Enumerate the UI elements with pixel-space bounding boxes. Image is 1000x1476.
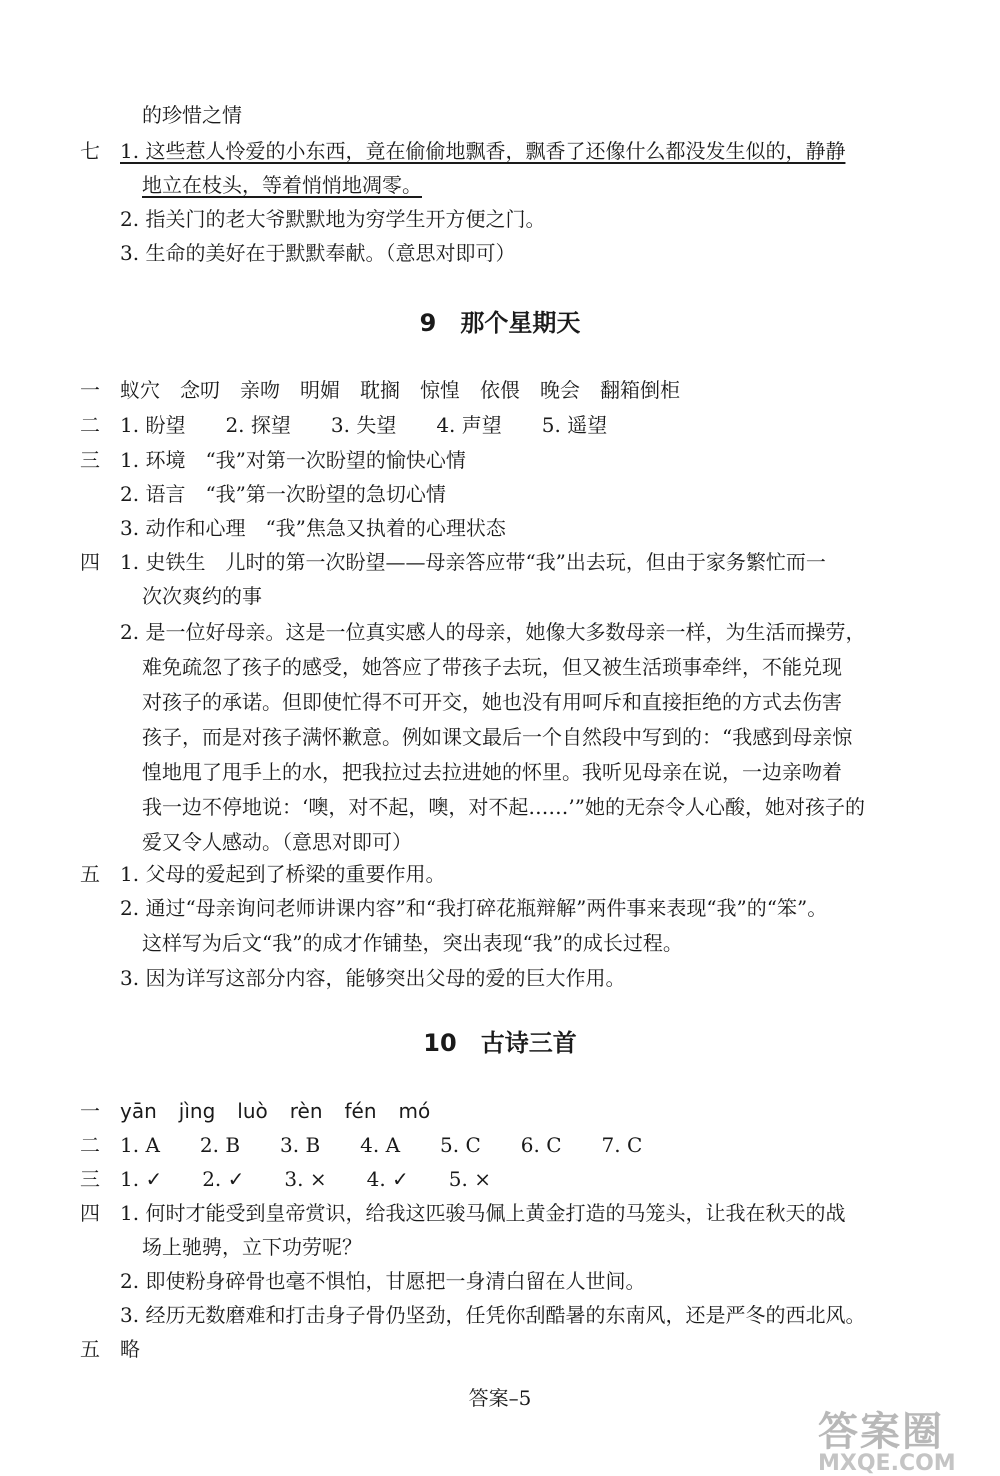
l9-4-2-line5: 惶地甩了甩手上的水，把我拉过去拉进她的怀里。我听见母亲在说，一边亲吻着 — [142, 760, 842, 784]
l9-marker-5: 五 — [80, 862, 100, 886]
l10-5: 略 — [120, 1337, 140, 1361]
l9-5-2-line1: 2. 通过“母亲询问老师讲课内容”和“我打碎花瓶辩解”两件事来表现“我”的“笨”。 — [120, 896, 828, 920]
l10-marker-1: 一 — [80, 1099, 100, 1123]
pinyin-item: rèn — [289, 1099, 323, 1123]
l9-3-2: 2. 语言 “我”第一次盼望的急切心情 — [120, 482, 446, 506]
answer-7-2: 2. 指关门的老大爷默默地为穷学生开方便之门。 — [120, 207, 546, 231]
l9-3-1: 1. 环境 “我”对第一次盼望的愉快心情 — [120, 448, 466, 472]
l10-4-2: 2. 即使粉身碎骨也毫不惧怕，甘愿把一身清白留在人世间。 — [120, 1269, 646, 1293]
l9-marker-1: 一 — [80, 378, 100, 402]
l9-3-3: 3. 动作和心理 “我”焦急又执着的心理状态 — [120, 516, 506, 540]
section-marker-7: 七 — [80, 139, 100, 163]
page-number: 答案–5 — [468, 1386, 532, 1410]
answer-7-3: 3. 生命的美好在于默默奉献。（意思对即可） — [120, 241, 516, 265]
pinyin-item: jìng — [178, 1099, 216, 1123]
l9-4-1-line1: 1. 史铁生 儿时的第一次盼望——母亲答应带“我”出去玩，但由于家务繁忙而一 — [120, 550, 826, 574]
continued-line: 的珍惜之情 — [142, 103, 242, 127]
l9-words: 蚁穴 念叨 亲吻 明媚 耽搁 惊惶 依偎 晚会 翻箱倒柜 — [120, 378, 680, 402]
l9-marker-2: 二 — [80, 413, 100, 437]
l10-pinyin-row — [120, 1097, 452, 1125]
l9-4-2-line7: 爱又令人感动。（意思对即可） — [142, 830, 412, 854]
l10-judgements: 1. ✓ 2. ✓ 3. × 4. ✓ 5. × — [120, 1167, 491, 1191]
l10-4-3: 3. 经历无数磨难和打击身子骨仍坚劲，任凭你刮酷暑的东南风，还是严冬的西北风。 — [120, 1303, 866, 1327]
pinyin-item: yān — [120, 1099, 157, 1123]
l9-5-3: 3. 因为详写这部分内容，能够突出父母的爱的巨大作用。 — [120, 966, 626, 990]
l9-4-1-line2: 次次爽约的事 — [142, 584, 262, 608]
l9-4-2-line6: 我一边不停地说：‘噢，对不起，噢，对不起……’”她的无奈令人心酸，她对孩子的 — [142, 795, 865, 819]
l9-4-2-line1: 2. 是一位好母亲。这是一位真实感人的母亲，她像大多数母亲一样，为生活而操劳， — [120, 620, 866, 644]
l9-word-choices: 1. 盼望 2. 探望 3. 失望 4. 声望 5. 遥望 — [120, 413, 608, 437]
l9-5-1: 1. 父母的爱起到了桥梁的重要作用。 — [120, 862, 446, 886]
l10-marker-4: 四 — [80, 1201, 100, 1225]
pinyin-item: fén — [344, 1099, 377, 1123]
watermark — [818, 1400, 988, 1476]
watermark-url: MXQE.COM — [818, 1451, 956, 1476]
l9-5-2-line2: 这样写为后文“我”的成才作铺垫，突出表现“我”的成长过程。 — [142, 931, 683, 955]
l9-marker-4: 四 — [80, 550, 100, 574]
l10-4-1-line1: 1. 何时才能受到皇帝赏识，给我这匹骏马佩上黄金打造的马笼头，让我在秋天的战 — [120, 1201, 846, 1225]
l10-4-1-line2: 场上驰骋，立下功劳呢？ — [142, 1235, 362, 1259]
l9-marker-3: 三 — [80, 448, 100, 472]
l10-marker-5: 五 — [80, 1337, 100, 1361]
watermark-title: 答案圈 — [818, 1409, 944, 1455]
lesson-10-title: 10 古诗三首 — [423, 1029, 577, 1057]
l9-4-2-line3: 对孩子的承诺。但即使忙得不可开交，她也没有用呵斥和直接拒绝的方式去伤害 — [142, 690, 842, 714]
pinyin-item: mó — [398, 1099, 431, 1123]
l9-4-2-line2: 难免疏忽了孩子的感受，她答应了带孩子去玩，但又被生活琐事牵绊，不能兑现 — [142, 655, 842, 679]
lesson-9-title: 9 那个星期天 — [419, 309, 581, 337]
l10-choices: 1. A 2. B 3. B 4. A 5. C 6. C 7. C — [120, 1133, 643, 1157]
pinyin-item: luò — [237, 1099, 268, 1123]
l10-marker-2: 二 — [80, 1133, 100, 1157]
l9-4-2-line4: 孩子，而是对孩子满怀歉意。例如课文最后一个自然段中写到的：“我感到母亲惊 — [142, 725, 853, 749]
answer-7-1-line2: 地立在枝头，等着悄悄地凋零。 — [142, 173, 422, 197]
l10-marker-3: 三 — [80, 1167, 100, 1191]
answer-7-1-line1: 1. 这些惹人怜爱的小东西，竟在偷偷地飘香，飘香了还像什么都没发生似的，静静 — [120, 139, 846, 163]
